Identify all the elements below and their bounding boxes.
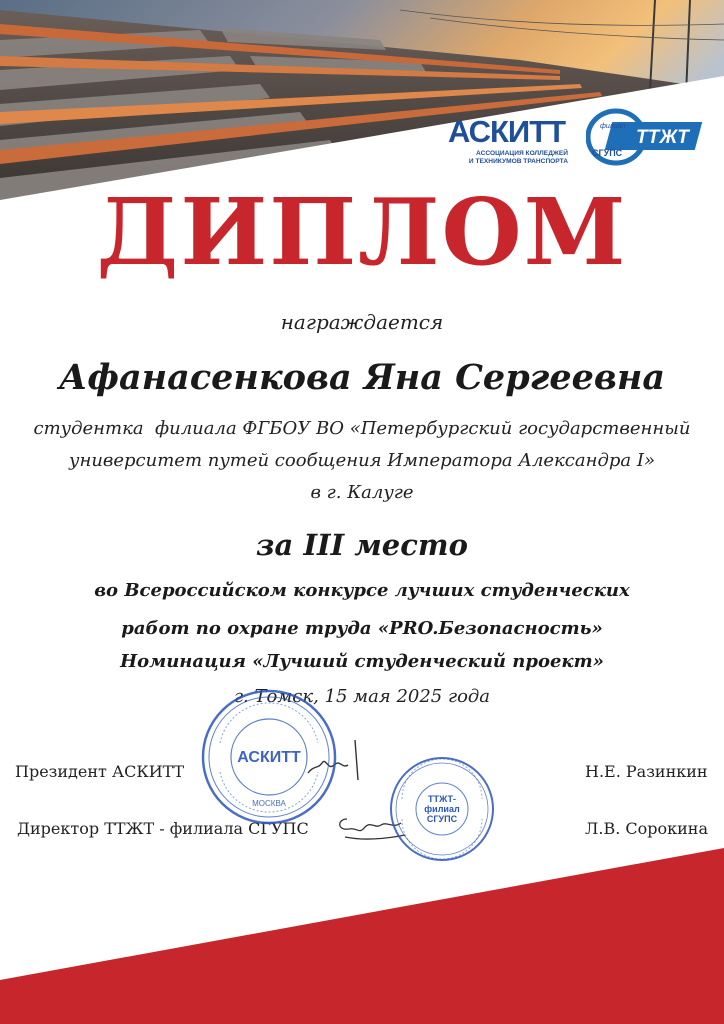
director-name: Л.В. Сорокина <box>585 819 708 838</box>
awarded-label: награждается <box>280 310 444 334</box>
askitt-logo: АСКИТТ <box>448 114 566 149</box>
date-line: г. Томск, 15 мая 2025 года <box>233 686 491 707</box>
diploma-title: ДИПЛОМ <box>96 178 628 286</box>
ttzht-logo-small-text: филиал <box>600 123 626 130</box>
askitt-round-stamp <box>200 688 338 826</box>
bottom-red-band <box>0 820 724 1024</box>
competition-line-2: работ по охране труда «PRO.Безопасность» <box>121 618 603 639</box>
ttzht-round-stamp <box>388 755 496 863</box>
ttzht-sgups-logo <box>586 108 708 166</box>
ttzht-stamp-line-3: СГУПС <box>426 814 458 824</box>
president-title: Президент АСКИТТ <box>15 762 185 781</box>
award-place: за III место <box>256 528 468 562</box>
ttzht-stamp-line-2: филиал <box>424 804 460 814</box>
recipient-name: Афанасенкова Яна Сергеевна <box>58 357 666 398</box>
president-name: Н.Е. Разинкин <box>585 762 708 781</box>
description-line-2: университет путей сообщения Императора Александра I» <box>69 450 655 471</box>
ttzht-stamp-line-1: ТТЖТ- <box>427 794 457 804</box>
ttzht-logo-main-text: ТТЖТ <box>636 127 689 148</box>
header-railway-photo <box>0 0 724 200</box>
askitt-stamp-city-text: МОСКВА <box>252 799 286 808</box>
competition-line-3: Номинация «Лучший студенческий проект» <box>120 651 604 672</box>
askitt-logo-subtitle: АССОЦИАЦИЯ КОЛЛЕДЖЕЙ И ТЕХНИКУМОВ ТРАНСПОРТА <box>468 150 568 165</box>
director-title: Директор ТТЖТ - филиала СГУПС <box>17 819 309 838</box>
ttzht-logo-sgups-text: СГУПС <box>592 148 623 158</box>
competition-line-1: во Всероссийском конкурсе лучших студенческих <box>94 580 630 601</box>
description-line-1: студентка филиала ФГБОУ ВО «Петербургский государственный <box>33 418 691 439</box>
askitt-stamp-center-text: АСКИТТ <box>237 749 301 766</box>
description-line-3: в г. Калуге <box>310 482 414 503</box>
